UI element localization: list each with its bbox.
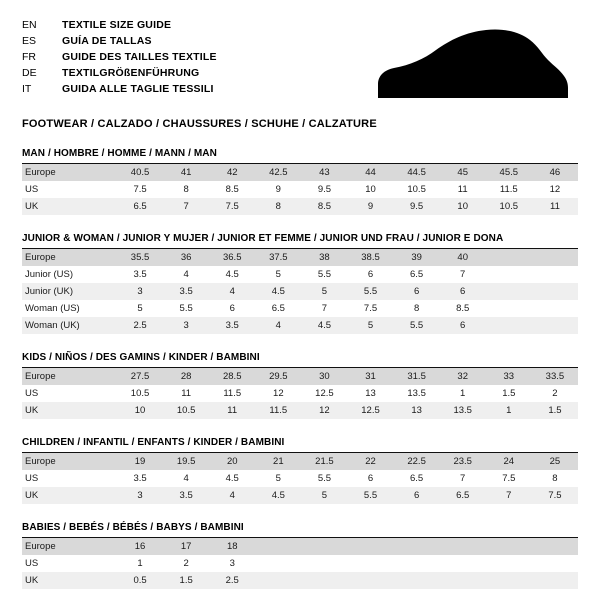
cell: 3.5 <box>133 473 147 484</box>
cell: 8.5 <box>225 184 239 195</box>
cell: 6 <box>229 303 235 314</box>
category-title: CHILDREN / INFANTIL / ENFANTS / KINDER / BAMBINI <box>22 437 578 453</box>
cell: 18 <box>209 538 255 555</box>
cell: 28.5 <box>209 368 255 385</box>
cell: 33.5 <box>532 368 578 385</box>
cell <box>255 572 301 589</box>
cell: 25 <box>532 453 578 470</box>
cell: 9.5 <box>394 198 440 215</box>
language-row <box>22 66 217 82</box>
cell <box>532 249 578 266</box>
cell: 4 <box>209 283 255 300</box>
cell: 7.5 <box>209 198 255 215</box>
language-title: TEXTILGRÖßENFÜHRUNG <box>62 67 200 79</box>
row-label: UK <box>22 572 117 589</box>
category-title: MAN / HOMBRE / HOMME / MANN / MAN <box>22 148 578 164</box>
cell: 44 <box>347 164 393 181</box>
category-title: JUNIOR & WOMAN / JUNIOR Y MUJER / JUNIOR ET FEMME / JUNIOR UND FRAU / JUNIOR E DONA <box>22 233 578 249</box>
row-label: US <box>25 473 39 484</box>
cell: 7 <box>460 269 466 280</box>
cell: 40.5 <box>117 164 163 181</box>
language-title: GUIDA ALLE TAGLIE TESSILI <box>62 83 214 95</box>
row-label: US <box>25 184 39 195</box>
cell: 39 <box>394 249 440 266</box>
table-row <box>22 317 578 334</box>
cell: 4.5 <box>225 269 239 280</box>
cell <box>532 300 578 317</box>
cell: 5.5 <box>394 317 440 334</box>
cell: 7.5 <box>363 303 378 314</box>
cell: 4 <box>183 269 189 280</box>
cell: 3.5 <box>163 283 209 300</box>
cell: 3 <box>163 317 209 334</box>
cell: 13.5 <box>440 402 486 419</box>
cell: 8 <box>183 184 189 195</box>
table-row <box>22 164 578 181</box>
language-code: FR <box>22 51 36 63</box>
cell: 8.5 <box>301 198 347 215</box>
cell: 4 <box>255 317 301 334</box>
cell: 4 <box>183 473 189 484</box>
cell: 3.5 <box>163 487 209 504</box>
cell: 13.5 <box>407 388 426 399</box>
page-title: FOOTWEAR / CALZADO / CHAUSSURES / SCHUHE / CALZATURE <box>22 118 377 130</box>
cell <box>486 572 532 589</box>
cell <box>394 572 440 589</box>
cell <box>486 249 532 266</box>
cell: 5.5 <box>347 283 393 300</box>
cell: 30 <box>301 368 347 385</box>
cell: 42.5 <box>255 164 301 181</box>
cell: 5 <box>275 473 281 484</box>
language-title-list <box>22 18 217 98</box>
cell: 32 <box>440 368 486 385</box>
cell: 31.5 <box>394 368 440 385</box>
cell: 5.5 <box>179 303 193 314</box>
cell: 5 <box>347 317 393 334</box>
cell: 6.5 <box>440 487 486 504</box>
cell <box>532 555 578 572</box>
cell: 41 <box>163 164 209 181</box>
cell: 2.5 <box>209 572 255 589</box>
cell <box>440 538 486 555</box>
cell: 17 <box>163 538 209 555</box>
language-title: TEXTILE SIZE GUIDE <box>62 19 172 31</box>
table-row <box>22 283 578 300</box>
cell: 42 <box>209 164 255 181</box>
cell <box>486 317 532 334</box>
cell: 29.5 <box>255 368 301 385</box>
row-label: US <box>25 558 39 569</box>
cell: 21.5 <box>301 453 347 470</box>
page-header <box>22 18 578 104</box>
row-label: Europe <box>22 164 117 181</box>
cell <box>255 538 301 555</box>
cell: 8 <box>552 473 558 484</box>
cell: 4.5 <box>255 487 301 504</box>
cell: 1.5 <box>502 388 516 399</box>
cell: 44.5 <box>394 164 440 181</box>
row-label: US <box>25 388 39 399</box>
cell: 9 <box>275 184 281 195</box>
cell: 5.5 <box>317 269 332 280</box>
size-table-junior-woman <box>22 249 578 334</box>
language-code: IT <box>22 83 32 95</box>
row-label: UK <box>22 402 117 419</box>
cell: 36 <box>163 249 209 266</box>
cell <box>486 538 532 555</box>
cell: 7 <box>321 303 328 314</box>
cell: 7.5 <box>502 473 516 484</box>
cell <box>347 555 393 572</box>
cell: 11 <box>457 184 468 195</box>
table-row <box>22 300 578 317</box>
cell <box>486 266 532 283</box>
table-row <box>22 368 578 385</box>
cell: 10 <box>365 184 376 195</box>
cell: 45.5 <box>486 164 532 181</box>
cell: 11.5 <box>499 184 518 195</box>
language-row <box>22 50 217 66</box>
category-block-babies <box>22 522 578 589</box>
cell: 11 <box>532 198 578 215</box>
language-row <box>22 34 217 50</box>
cell: 9.5 <box>317 184 332 195</box>
cell: 11.5 <box>255 402 301 419</box>
cell: 22 <box>347 453 393 470</box>
cell: 24 <box>486 453 532 470</box>
row-label: Europe <box>22 453 117 470</box>
cell: 10.5 <box>407 184 426 195</box>
row-label: Junior (UK) <box>22 283 117 300</box>
cell <box>532 317 578 334</box>
table-row <box>22 487 578 504</box>
cell: 19.5 <box>163 453 209 470</box>
cell: 3.5 <box>209 317 255 334</box>
cell: 3 <box>117 487 163 504</box>
cell: 5.5 <box>317 473 332 484</box>
cell: 11 <box>209 402 255 419</box>
cell: 12 <box>301 402 347 419</box>
cell <box>440 555 486 572</box>
language-code: DE <box>22 67 37 79</box>
table-row <box>22 538 578 555</box>
cell: 12 <box>273 388 284 399</box>
table-row <box>22 453 578 470</box>
cell: 5 <box>301 487 347 504</box>
cell: 6.5 <box>117 198 163 215</box>
cell: 6 <box>440 283 486 300</box>
cell <box>301 555 347 572</box>
cell <box>347 538 393 555</box>
cell: 11.5 <box>223 388 242 399</box>
language-title: GUIDE DES TAILLES TEXTILE <box>62 51 217 63</box>
row-label: Europe <box>22 249 117 266</box>
cell: 7 <box>163 198 209 215</box>
cell: 16 <box>117 538 163 555</box>
cell: 31 <box>347 368 393 385</box>
cell: 7 <box>486 487 532 504</box>
cell <box>394 555 440 572</box>
cell: 10.5 <box>163 402 209 419</box>
cell: 2 <box>183 558 189 569</box>
cell <box>532 538 578 555</box>
cell: 10 <box>117 402 163 419</box>
language-title: GUÍA DE TALLAS <box>62 35 152 47</box>
cell: 6.5 <box>410 269 424 280</box>
category-title: BABIES / BEBÉS / BÉBÉS / BABYS / BAMBINI <box>22 522 578 538</box>
category-block-man <box>22 148 578 215</box>
row-label: UK <box>22 487 117 504</box>
cell: 12.5 <box>315 388 334 399</box>
cell: 12.5 <box>347 402 393 419</box>
cell: 5.5 <box>347 487 393 504</box>
cell: 23.5 <box>440 453 486 470</box>
cell: 0.5 <box>117 572 163 589</box>
cell: 1.5 <box>532 402 578 419</box>
cell: 8 <box>413 303 420 314</box>
row-label: Junior (US) <box>25 269 74 280</box>
cell <box>532 266 578 283</box>
row-label: Europe <box>22 538 117 555</box>
cell: 8 <box>255 198 301 215</box>
dress-shoe-icon <box>370 26 570 104</box>
category-block-children <box>22 437 578 504</box>
cell: 2 <box>552 388 558 399</box>
cell: 12 <box>549 184 561 195</box>
cell: 43 <box>301 164 347 181</box>
size-table-babies <box>22 538 578 589</box>
cell: 19 <box>117 453 163 470</box>
table-row <box>22 402 578 419</box>
size-table-kids <box>22 368 578 419</box>
cell: 1 <box>486 402 532 419</box>
cell: 4 <box>209 487 255 504</box>
cell: 4.5 <box>225 473 239 484</box>
cell: 6 <box>367 473 374 484</box>
cell: 28 <box>163 368 209 385</box>
cell: 2.5 <box>117 317 163 334</box>
category-block-kids <box>22 352 578 419</box>
cell: 37.5 <box>255 249 301 266</box>
row-label: Woman (UK) <box>22 317 117 334</box>
cell: 40 <box>440 249 486 266</box>
table-row <box>22 266 578 283</box>
cell: 6.5 <box>410 473 424 484</box>
cell: 5 <box>137 303 143 314</box>
cell: 8.5 <box>456 303 470 314</box>
cell: 1.5 <box>163 572 209 589</box>
cell: 6 <box>394 487 440 504</box>
table-row <box>22 198 578 215</box>
language-code: ES <box>22 35 37 47</box>
cell: 3 <box>229 558 235 569</box>
cell: 7.5 <box>532 487 578 504</box>
cell: 4.5 <box>255 283 301 300</box>
cell <box>255 555 301 572</box>
language-row <box>22 18 217 34</box>
cell: 1 <box>137 558 143 569</box>
cell: 27.5 <box>117 368 163 385</box>
cell <box>486 300 532 317</box>
cell: 46 <box>532 164 578 181</box>
cell <box>347 572 393 589</box>
cell: 33 <box>486 368 532 385</box>
cell: 6 <box>440 317 486 334</box>
cell: 22.5 <box>394 453 440 470</box>
row-label: Europe <box>22 368 117 385</box>
cell <box>301 538 347 555</box>
cell: 5 <box>301 283 347 300</box>
cell: 3.5 <box>133 269 147 280</box>
language-code: EN <box>22 19 37 31</box>
table-row <box>22 385 578 402</box>
cell: 10.5 <box>486 198 532 215</box>
cell: 38.5 <box>347 249 393 266</box>
cell <box>394 538 440 555</box>
category-block-junior-woman <box>22 233 578 334</box>
cell <box>532 283 578 300</box>
cell: 13 <box>365 388 376 399</box>
cell: 1 <box>460 388 466 399</box>
cell: 7.5 <box>133 184 147 195</box>
table-row <box>22 555 578 572</box>
cell: 45 <box>440 164 486 181</box>
language-row <box>22 82 217 98</box>
cell: 9 <box>347 198 393 215</box>
row-label: Woman (US) <box>25 303 80 314</box>
cell: 38 <box>301 249 347 266</box>
cell: 6 <box>367 269 374 280</box>
cell: 10 <box>440 198 486 215</box>
size-table-man <box>22 164 578 215</box>
cell: 36.5 <box>209 249 255 266</box>
row-label: UK <box>22 198 117 215</box>
cell <box>301 572 347 589</box>
cell: 3 <box>117 283 163 300</box>
cell: 35.5 <box>117 249 163 266</box>
cell: 6 <box>394 283 440 300</box>
table-row <box>22 572 578 589</box>
cell: 5 <box>275 269 281 280</box>
cell: 6.5 <box>271 303 285 314</box>
table-row <box>22 470 578 487</box>
cell: 21 <box>255 453 301 470</box>
category-title: KIDS / NIÑOS / DES GAMINS / KINDER / BAMBINI <box>22 352 578 368</box>
cell: 11 <box>181 388 192 399</box>
cell: 4.5 <box>301 317 347 334</box>
cell <box>532 572 578 589</box>
cell: 7 <box>460 473 466 484</box>
cell: 20 <box>209 453 255 470</box>
size-table-children <box>22 453 578 504</box>
cell: 10.5 <box>130 388 150 399</box>
table-row <box>22 249 578 266</box>
cell <box>440 572 486 589</box>
cell <box>486 283 532 300</box>
cell: 13 <box>394 402 440 419</box>
cell <box>486 555 532 572</box>
table-row <box>22 181 578 198</box>
